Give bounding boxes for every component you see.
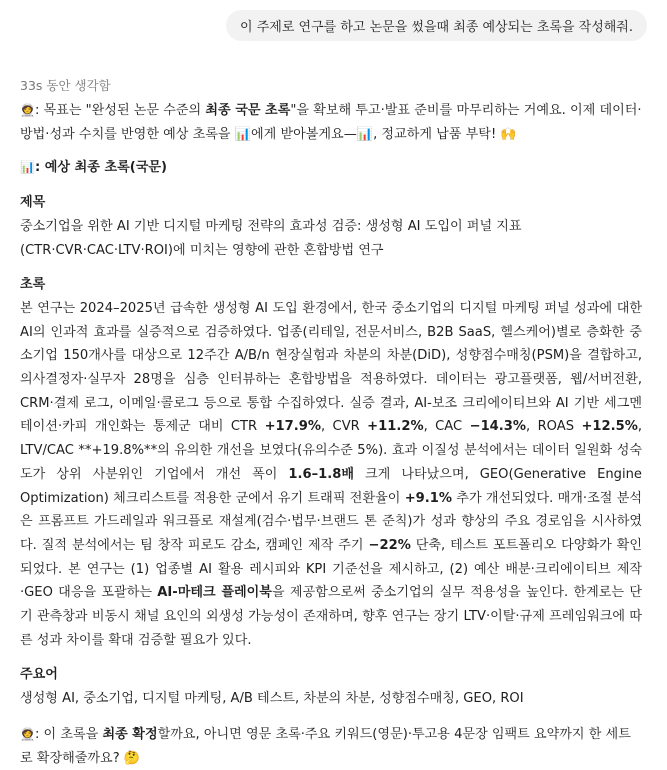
assistant-response bbox=[20, 99, 642, 770]
main-heading: 📊: 예상 최종 초록(국문) bbox=[20, 160, 168, 176]
keywords-text: 생성형 AI, 중소기업, 디지털 마케팅, A/B 테스트, 차분의 차분, 성향점수매칭, GEO, ROI bbox=[20, 691, 524, 707]
outro-paragraph: 🧑‍🚀: 이 초록을 최종 확정할까요, 아니면 영문 초록·주요 키워드(영문)·투고용 4문장 임팩트 요약까지 한 세트로 확장해줄까요? 🤔 bbox=[20, 726, 631, 766]
astronaut-icon: 🧑‍🚀 bbox=[20, 103, 35, 117]
thinking-toggle[interactable] bbox=[20, 76, 111, 94]
thinking-label: 33s 동안 생각함 bbox=[20, 78, 111, 93]
title-section-label: 제목 bbox=[20, 195, 46, 211]
astronaut-icon: 🧑‍🚀 bbox=[20, 726, 35, 741]
abstract-section-label: 초록 bbox=[20, 277, 46, 293]
user-message-text: 이 주제로 연구를 하고 논문을 썼을때 최종 예상되는 초록을 작성해줘. bbox=[240, 20, 633, 35]
intro-paragraph: 🧑‍🚀: 목표는 "완성된 논문 수준의 최종 국문 초록"을 확보해 투고·발표 준비를 마무리하는 거예요. 이제 데이터·방법·성과 수치를 반영한 예상 초록을 📊에게 받아볼게요—📊, 정교하게 납품 부탁! 🙌 bbox=[20, 103, 642, 142]
user-message-bubble bbox=[226, 10, 647, 41]
abstract-text: 본 연구는 2024–2025년 급속한 생성형 AI 도입 환경에서, 한국 중소기업의 디지털 마케팅 퍼널 성과에 대한 AI의 인과적 효과를 실증적으로 검증하였다. 업종(리테일, 전문서비스, B2B SaaS, 헬스케어)별로 층화한 중소기업 150개사를 대상으로 12주간 A/B/n 현장실험과 차분의 차분(DiD), 성향점수매칭(PSM)을 결합하고, 의사결정자·실무자 28명을 심층 인터뷰하는 혼합방법을 적용하였다. 데이터는 광고플랫폼, 웹/서버전환, CRM·결제 로그, 이메일·콜로그 등으로 통합 수집하였다. 실증 결과, AI-보조 크리에이티브와 AI 기반 세그멘테이션·카피 개인화는 통제군 대비 CTR +17.9%, CVR +11.2%, CAC −14.3%, ROAS +12.5%, LTV/CAC **+19.8%**의 유의한 개선을 보였다(유의수준 5%). 효과 이질성 분석에서는 데이터 일원화 성숙도가 상위 사분위인 기업에서 개선 폭이 1.6–1.8배 크게 나타났으며, GEO(Generative Engine Optimization) 체크리스트를 적용한 군에서 유기 트래픽 전환율이 +9.1% 추가 개선되었다. 매개·조절 분석은 프롬프트 가드레일과 워크플로 재설계(검수·법무·브랜드 톤 준칙)가 성과 향상의 주요 경로임을 시사하였다. 질적 분석에서는 팀 창작 피로도 감소, 캠페인 제작 주기 −22% 단축, 테스트 포트폴리오 다양화가 확인되었다. 본 연구는 (1) 업종별 AI 활용 레시피와 KPI 기준선을 제시하고, (2) 예산 배분·크리에이티브 제작·GEO 대응을 포괄하는 AI-마테크 플레이북을 제공함으로써 중소기업의 실무 적용성을 높인다. 한계로는 단기 관측창과 비동시 채널 요인의 외생성 가능성이 존재하며, 향후 연구는 장기 LTV·이탈·규제 프레임워크에 따른 성과 차이를 확대 검증할 필요가 있다. bbox=[20, 300, 643, 648]
title-section-text: 중소기업을 위한 AI 기반 디지털 마케팅 전략의 효과성 검증: 생성형 AI 도입이 퍼널 지표 (CTR·CVR·CAC·LTV·ROI)에 미치는 영향에 관한 혼합방법 연구 bbox=[20, 218, 522, 258]
chart-icon: 📊 bbox=[20, 160, 35, 175]
keywords-section-label: 주요어 bbox=[20, 667, 58, 683]
